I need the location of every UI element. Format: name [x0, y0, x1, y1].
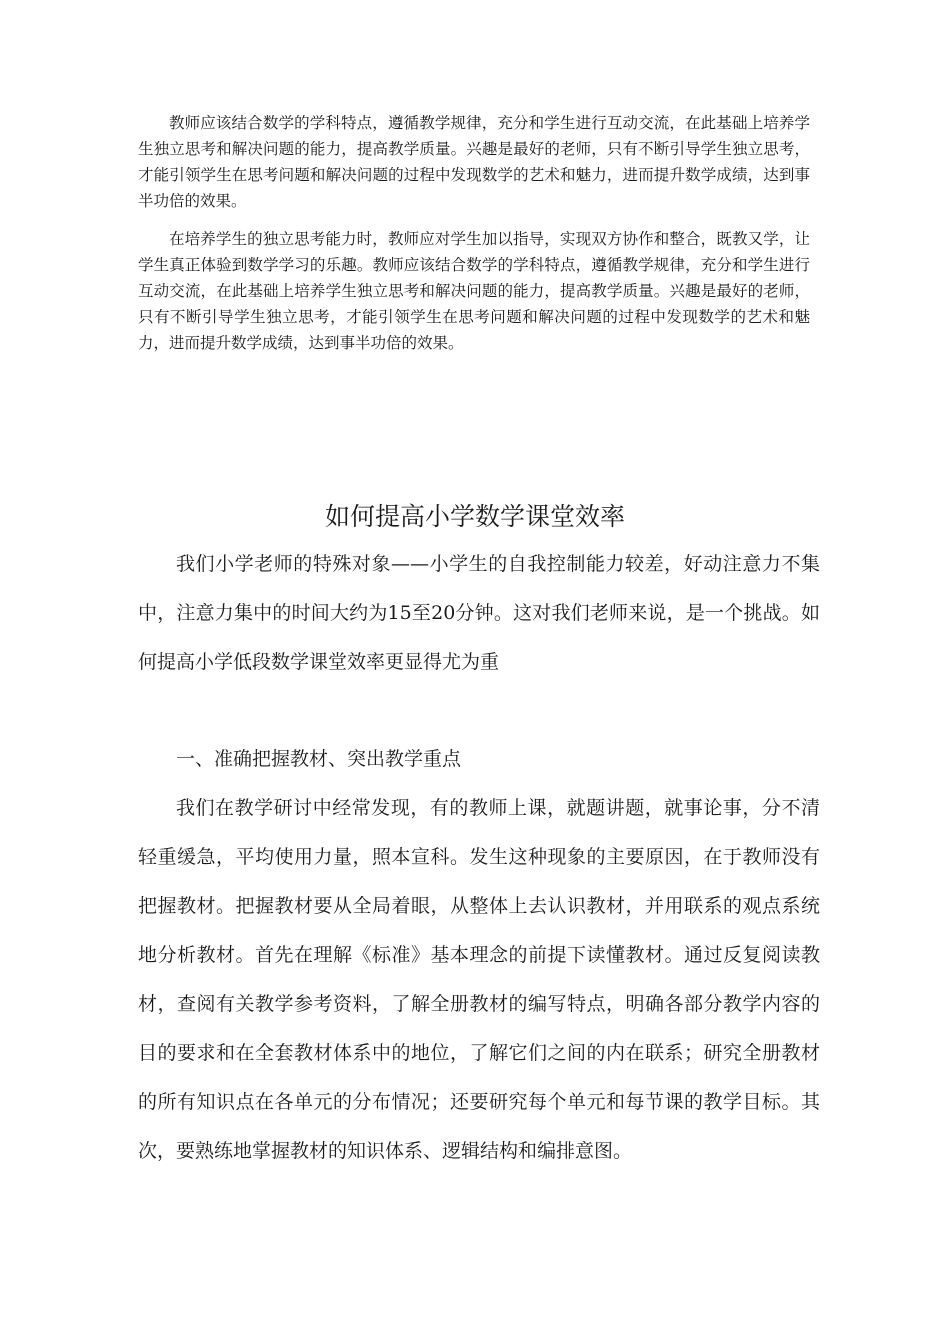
article-paragraph-1: 我们小学老师的特殊对象——小学生的自我控制能力较差，好动注意力不集中，注意力集中的时间大约为15至20分钟。这对我们老师来说，是一个挑战。如何提高小学低段数学课堂效率更显得尤为重	[138, 553, 820, 673]
section-heading: 一、准确把握教材、突出教学重点	[176, 748, 462, 770]
article-title: 如何提高小学数学课堂效率	[324, 502, 625, 531]
intro-section	[138, 110, 810, 368]
intro-paragraph-1: 教师应该结合数学的学科特点，遵循教学规律，充分和学生进行互动交流，在此基础上培养学生独立思考和解决问题的能力，提高教学质量。兴趣是最好的老师，只有不断引导学生独立思考，才能引领学生在思考问题和解决问题的过程中发现数学的艺术和魅力，进而提升数学成绩，达到事半功倍的效果。	[138, 114, 810, 210]
intro-paragraph-2: 在培养学生的独立思考能力时，教师应对学生加以指导，实现双方协作和整合，既教又学，让学生真正体验到数学学习的乐趣。教师应该结合数学的学科特点，遵循教学规律，充分和学生进行互动交流，在此基础上培养学生独立思考和解决问题的能力，提高教学质量。兴趣是最好的老师，只有不断引导学生独立思考，才能引领学生在思考问题和解决问题的过程中发现数学的艺术和魅力，进而提升数学成绩，达到事半功倍的效果。	[138, 230, 810, 352]
article-paragraph-2: 我们在教学研讨中经常发现，有的教师上课，就题讲题，就事论事，分不清轻重缓急，平均使用力量，照本宣科。发生这种现象的主要原因，在于教师没有把握教材。把握教材要从全局着眼，从整体上去认识教材，并用联系的观点系统地分析教材。首先在理解《标准》基本理念的前提下读懂教材。通过反复阅读教材，查阅有关教学参考资料，了解全册教材的编写特点，明确各部分教学内容的目的要求和在全套教材体系中的地位，了解它们之间的内在联系；研究全册教材的所有知识点在各单元的分布情况；还要研究每个单元和每节课的教学目标。其次，要熟练地掌握教材的知识体系、逻辑结构和编排意图。	[138, 797, 820, 1162]
